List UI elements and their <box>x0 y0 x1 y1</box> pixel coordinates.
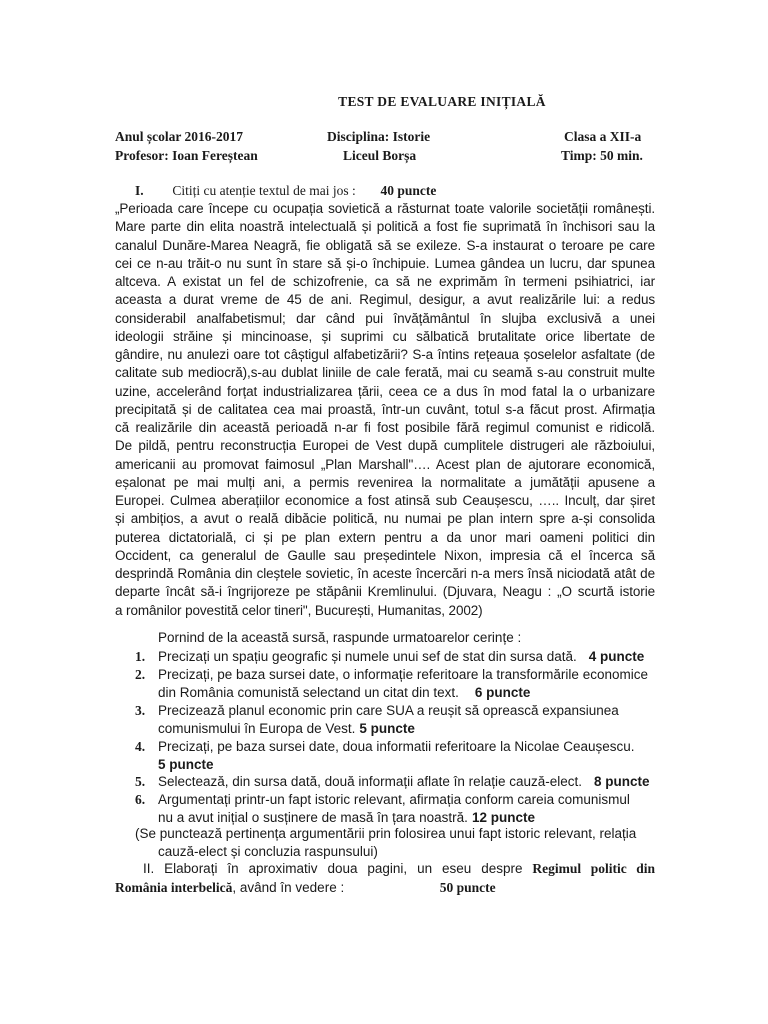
requirement-number: 5. <box>135 774 146 789</box>
requirement-points: 12 puncte <box>471 810 535 825</box>
quote-line: De pildă, pentru reconstrucția Europei de Vest după cumplitele distrugeri ale războiului, <box>115 438 655 454</box>
section-1-points: 40 puncte <box>380 183 437 198</box>
quote-line: uzine, accelerând forțat industrializarea țării, ceea ce a dus în mod fatal la o urbanizare <box>115 383 655 399</box>
requirement-text <box>158 791 655 827</box>
quote-line: „Perioada care începe cu ocupația sovietică a răsturnat toate valorile societății românești. <box>115 201 655 216</box>
scoring-note-line: cauză-elect și concluzia raspunsului) <box>158 844 378 859</box>
section-2-topic-2: România interbelică <box>115 879 233 895</box>
source-quote <box>115 200 655 620</box>
requirement-text <box>158 666 655 702</box>
requirements-intro: Pornind de la această sursă, raspunde urmatoarelor cerințe : <box>158 630 522 645</box>
quote-line: eșalonat pe mai mulți ani, a permis revenirea la normalitate a jumătății apusene a <box>115 474 655 490</box>
quote-line: Occident, ca generalul de Gaulle sau președintele Nixon, impresia că el încerca să <box>115 547 655 563</box>
scoring-note <box>135 825 655 861</box>
section-2-topic-1: Regimul politic din <box>532 861 656 876</box>
quote-line: considerabil analfabetismul; dar când pui învățământul în slujba exclusivă a unei <box>115 310 655 326</box>
requirement-line: Precizați, pe baza sursei date, o informație referitoare la transformările economice <box>158 667 648 682</box>
school-name: Liceul Borșa <box>343 148 417 163</box>
section-2-line-2 <box>115 879 655 898</box>
section-2-prefix: II. Elaborați în aproximativ doua pagini, un eseu despre <box>143 861 523 876</box>
quote-line: americanii au promovat faimosul „Plan Marshall"…. Acest plan de ajutorare economică, <box>115 456 655 472</box>
quote-line: departe încât să-i îngrijoreze pe stăpânii Kremlinului. (Djuvara, Neagu : „O scurtă istorie <box>115 584 655 600</box>
requirement-text <box>158 702 655 738</box>
school-year: Anul școlar 2016-2017 <box>115 129 244 144</box>
requirement-line: Precizează planul economic prin care SUA a reușit să oprească expansiunea <box>158 703 619 718</box>
quote-line: Europei. Culmea aberațiilor economice a fost atinsă sub Ceaușescu, ….. Inculț, dar șiret <box>115 493 655 508</box>
section-2 <box>115 860 655 897</box>
requirement-points: 4 puncte <box>588 649 645 664</box>
section-2-line-1 <box>115 860 655 879</box>
page-title: TEST DE EVALUARE INIȚIALĂ <box>338 94 546 109</box>
quote-line: gândire, nu anulezi oare tot câștigul alfabetizării? S-a întins rețeaua șoselelor asfaltate (de <box>115 347 655 362</box>
requirement-number: 1. <box>135 649 146 664</box>
scoring-note-line: (Se punctează pertinența argumentării prin folosirea unui fapt istoric relevant, relația <box>135 826 637 841</box>
quote-line: că realizările din această perioadă n-ar fi fost posibile fără regimul comunist e ridicolă. <box>115 420 655 435</box>
requirement-points: 6 puncte <box>474 685 531 700</box>
quote-line: precipitată și de calitatea cea mai proastă, într-un cuvânt, totul s-a făcut prost. Afirmația <box>115 401 655 417</box>
quote-line: a românilor povestită celor tineri", București, Humanitas, 2002) <box>115 602 483 618</box>
requirement-number: 4. <box>135 739 146 754</box>
discipline: Disciplina: Istorie <box>327 129 431 144</box>
requirement-number: 3. <box>135 703 146 718</box>
requirement-text <box>158 738 655 774</box>
requirement-line: comunismului în Europa de Vest. <box>158 721 356 736</box>
time-limit: Timp: 50 min. <box>561 148 643 163</box>
requirement-number: 6. <box>135 792 146 807</box>
quote-line: aceasta a durat vreme de 45 de ani. Regimul, desigur, a avut realizările lui: a redus <box>115 292 655 308</box>
requirement-text <box>158 773 655 791</box>
requirement-line: Precizați un spațiu geografic și numele unui sef de stat din sursa dată. <box>158 649 577 664</box>
requirement-line: din România comunistă selectand un citat din text. <box>158 685 459 700</box>
quote-line: ideologii străine și mincinoase, și suprimi cu sălbatică brutalitate orice libertate de <box>115 328 655 344</box>
section-1-number: I. <box>135 183 144 198</box>
quote-line: cei ce n-au trăit-o nu sunt în stare să și-o închipuie. Lumea gândea un lucru, dar spunea <box>115 255 655 271</box>
section-2-suffix: , având în vedere : <box>232 879 345 895</box>
section-1-heading <box>135 183 436 199</box>
quote-line: calitate sub mediocră),s-au dublat liniile de cale ferată, mai cu seamă s-au construit multe <box>115 365 655 381</box>
class-label: Clasa a XII-a <box>564 129 642 144</box>
requirement-line: Precizați, pe baza sursei date, doua informatii referitoare la Nicolae Ceaușescu. <box>158 739 635 754</box>
quote-line: desprindă România din cleștele sovietic, în aceste încercări n-a mers însă niciodată atât de <box>115 566 655 581</box>
section-1-instruction: Citiți cu atenție textul de mai jos : <box>172 183 356 198</box>
requirement-points: 5 puncte <box>359 721 415 736</box>
quote-line: altceva. A existat un fel de schizofrenie, ca să ne exprimăm în termeni psihiatrici, iar <box>115 274 655 289</box>
quote-line: puterea dictatorială, ci și pe plan extern pentru a da unor mari oameni politici din <box>115 529 655 545</box>
teacher-name: Profesor: Ioan Fereștean <box>115 148 258 163</box>
requirement-line: nu a avut inițial o susținere de masă în țara noastră. <box>158 810 468 825</box>
requirement-line: Selectează, din sursa dată, două informații aflate în relație cauză-elect. <box>158 774 582 789</box>
requirement-text <box>158 648 655 666</box>
requirement-points: 8 puncte <box>594 774 650 789</box>
quote-line: și ambițios, a avut o reală dibăcie politică, nu numai pe plan intern spre a-și consolida <box>115 511 655 527</box>
requirement-line: Argumentați printr-un fapt istoric relevant, afirmația conform careia comunismul <box>158 792 630 807</box>
quote-line: canalul Dunăre-Marea Neagră, fie obligată să se exileze. S-a instaurat o teroare pe care <box>115 237 655 253</box>
requirement-points: 5 puncte <box>158 757 214 772</box>
section-2-points: 50 puncte <box>439 879 496 895</box>
quote-line: Mare parte din elita noastră intelectuală și politică a fost fie suprimată în închisori sau la <box>115 219 655 235</box>
requirement-number: 2. <box>135 667 146 682</box>
